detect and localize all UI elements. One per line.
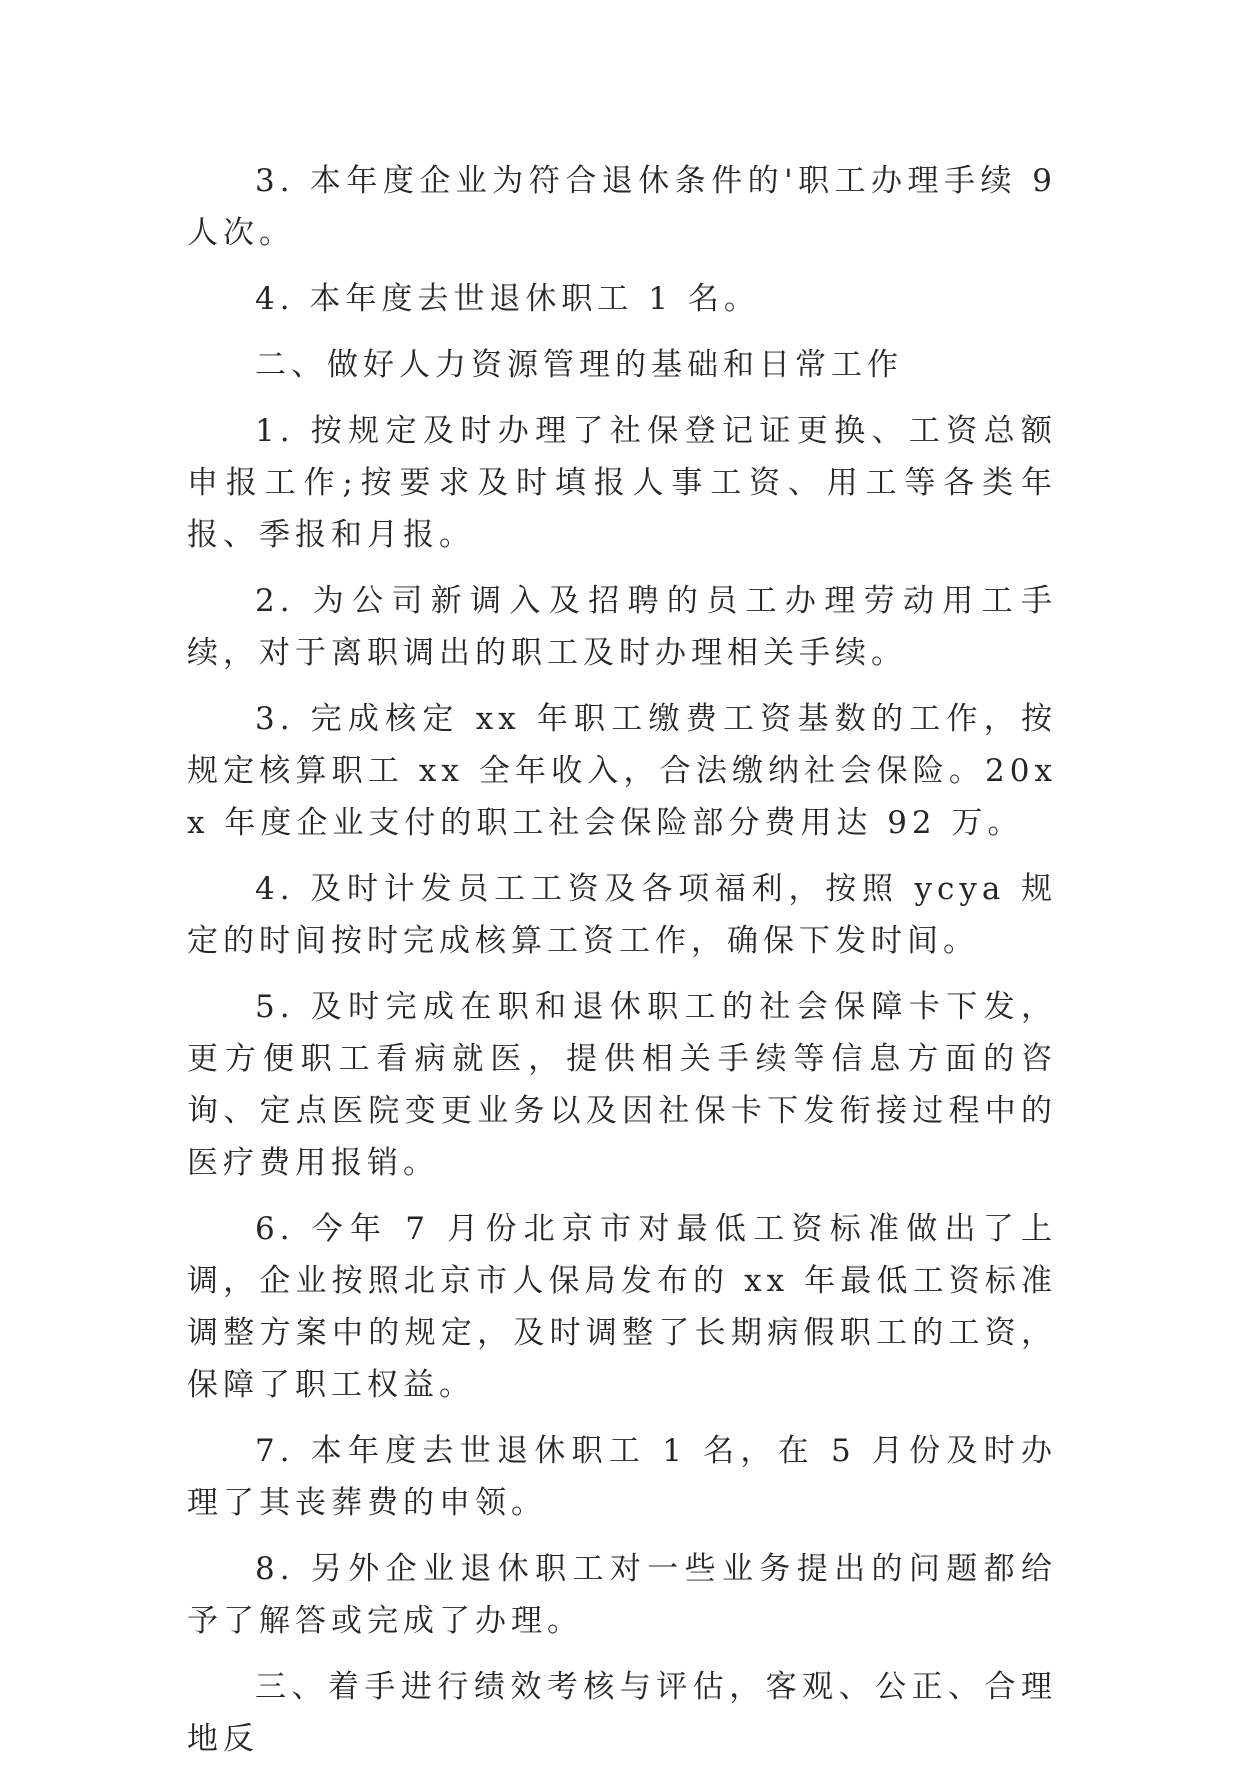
document-body bbox=[187, 155, 1057, 1779]
paragraph-payroll: 4. 及时计发员工工资及各项福利，按照 ycya 规定的时间按时完成核算工资工作，确保下发时间。 bbox=[187, 871, 1057, 959]
paragraph-deceased-retiree: 4. 本年度去世退休职工 1 名。 bbox=[255, 281, 760, 317]
paragraph-retirement-procedures: 3. 本年度企业为符合退休条件的'职工办理手续 9 人次。 bbox=[187, 163, 1057, 251]
paragraph-minimum-wage: 6. 今年 7 月份北京市对最低工资标准做出了上调，企业按照北京市人保局发布的 xx 年最低工资标准调整方案中的规定，及时调整了长期病假职工的工资，保障了职工权益。 bbox=[187, 1211, 1057, 1403]
paragraph-funeral-expense: 7. 本年度去世退休职工 1 名，在 5 月份及时办理了其丧葬费的申领。 bbox=[187, 1433, 1057, 1521]
paragraph-social-security-registration: 1. 按规定及时办理了社保登记证更换、工资总额申报工作;按要求及时填报人事工资、用工等各类年报、季报和月报。 bbox=[187, 413, 1057, 553]
section-heading-hr-basics: 二、做好人力资源管理的基础和日常工作 bbox=[255, 347, 903, 383]
section-heading-performance-assessment: 三、着手进行绩效考核与评估，客观、公正、合理地反 bbox=[187, 1669, 1057, 1757]
paragraph-employment-procedures: 2. 为公司新调入及招聘的员工办理劳动用工手续，对于离职调出的职工及时办理相关手续。 bbox=[187, 583, 1057, 671]
paragraph-social-security-card: 5. 及时完成在职和退休职工的社会保障卡下发，更方便职工看病就医，提供相关手续等信息方面的咨询、定点医院变更业务以及因社保卡下发衔接过程中的医疗费用报销。 bbox=[187, 989, 1057, 1181]
paragraph-wage-base-verification: 3. 完成核定 xx 年职工缴费工资基数的工作，按规定核算职工 xx 全年收入，合法缴纳社会保险。20xx 年度企业支付的职工社会保险部分费用达 92 万。 bbox=[187, 701, 1057, 841]
paragraph-retiree-questions: 8. 另外企业退休职工对一些业务提出的问题都给予了解答或完成了办理。 bbox=[187, 1551, 1057, 1639]
